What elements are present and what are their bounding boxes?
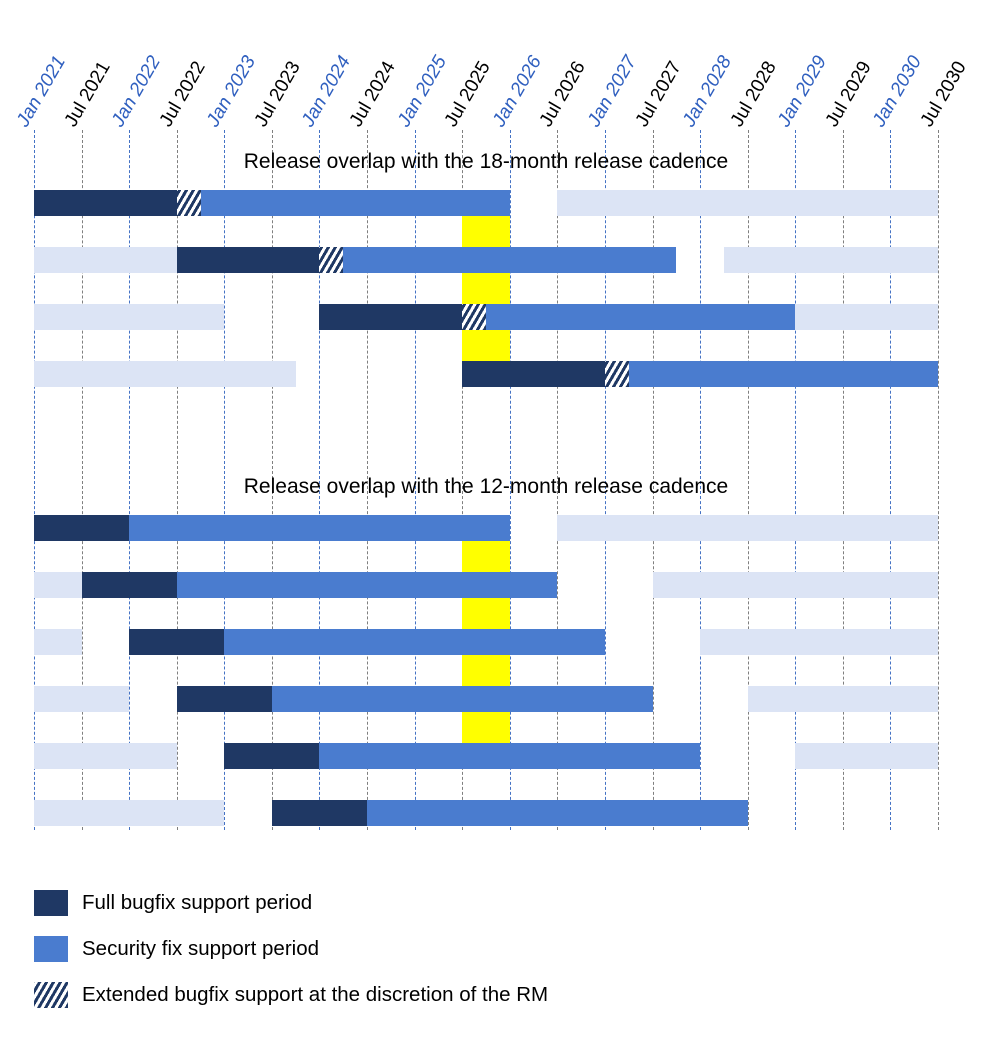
overlap-highlight (462, 541, 510, 572)
overlap-highlight (462, 655, 510, 686)
plot-area (0, 130, 1000, 830)
bar-segment-security (343, 247, 676, 273)
x-axis-tick-jan-2021: Jan 2021 (12, 52, 70, 131)
bar-segment-full (129, 629, 224, 655)
timeline-row (0, 629, 1000, 655)
legend-label-security-fix: Security fix support period (82, 937, 320, 960)
bar-segment-ext (319, 247, 343, 273)
x-axis-tick-jul-2030: Jul 2030 (916, 57, 971, 131)
x-axis-tick-jan-2027: Jan 2027 (583, 52, 641, 131)
overlap-highlight (462, 330, 510, 361)
overlap-highlight (462, 273, 510, 304)
section-title-1: Release overlap with the 18-month release cadence (243, 150, 729, 173)
overlap-highlight (462, 216, 510, 247)
bar-segment-full (462, 361, 605, 387)
bar-segment-full (319, 304, 462, 330)
bar-segment-pale (34, 686, 129, 712)
bar-segment-full (272, 800, 367, 826)
gridline-jul-2030 (938, 130, 939, 830)
bar-segment-security (224, 629, 605, 655)
legend-item-full-bugfix (34, 880, 934, 926)
bar-segment-pale (557, 515, 938, 541)
x-axis-tick-jan-2023: Jan 2023 (202, 52, 261, 131)
x-axis-tick-jul-2025: Jul 2025 (440, 57, 495, 131)
x-axis-tick-jan-2029: Jan 2029 (773, 52, 832, 131)
overlap-highlight (462, 712, 510, 743)
legend-item-security-fix (34, 926, 934, 972)
x-axis-tick-jul-2024: Jul 2024 (345, 57, 400, 131)
x-axis-tick-jan-2024: Jan 2024 (298, 52, 356, 131)
bar-segment-pale (795, 743, 938, 769)
x-axis-tick-jul-2023: Jul 2023 (250, 57, 305, 131)
bar-segment-security (367, 800, 748, 826)
bar-segment-pale (748, 686, 938, 712)
bar-segment-pale (34, 800, 224, 826)
x-axis-tick-jul-2026: Jul 2026 (536, 57, 591, 131)
legend-item-extended-bugfix (34, 972, 934, 1018)
legend-label-full-bugfix: Full bugfix support period (82, 891, 313, 914)
bar-segment-security (486, 304, 795, 330)
bar-segment-full (82, 572, 177, 598)
timeline-row (0, 515, 1000, 541)
legend-swatch-full-bugfix-icon (34, 890, 68, 916)
bar-segment-ext (177, 190, 201, 216)
bar-segment-pale (34, 743, 177, 769)
bar-segment-full (177, 686, 272, 712)
timeline-row (0, 361, 1000, 387)
x-axis-tick-jul-2021: Jul 2021 (60, 57, 115, 131)
timeline-row (0, 247, 1000, 273)
x-axis-tick-jan-2030: Jan 2030 (869, 52, 927, 131)
bar-segment-pale (557, 190, 938, 216)
bar-segment-pale (700, 629, 938, 655)
x-axis-tick-jul-2027: Jul 2027 (631, 57, 686, 131)
bar-segment-ext (605, 361, 629, 387)
x-axis-tick-jul-2029: Jul 2029 (821, 57, 876, 131)
x-axis-tick-jul-2022: Jul 2022 (155, 57, 210, 131)
bar-segment-full (177, 247, 320, 273)
bar-segment-full (34, 190, 177, 216)
section-title-2: Release overlap with the 12-month release cadence (243, 475, 729, 498)
overlap-highlight (462, 598, 510, 629)
x-axis-tick-jan-2028: Jan 2028 (678, 52, 737, 131)
bar-segment-pale (34, 361, 296, 387)
bar-segment-pale (795, 304, 938, 330)
x-axis-tick-labels (0, 0, 1000, 130)
bar-segment-security (201, 190, 510, 216)
legend-label-extended-bugfix: Extended bugfix support at the discretion of the RM (82, 983, 549, 1006)
bar-segment-pale (34, 247, 177, 273)
timeline-row (0, 572, 1000, 598)
bar-segment-security (129, 515, 510, 541)
bar-segment-ext (462, 304, 486, 330)
bar-segment-pale (34, 629, 82, 655)
bar-segment-full (224, 743, 319, 769)
bar-segment-pale (653, 572, 938, 598)
timeline-row (0, 190, 1000, 216)
legend-swatch-extended-bugfix-icon (34, 982, 68, 1008)
bar-segment-pale (724, 247, 938, 273)
bar-segment-pale (34, 572, 82, 598)
bar-segment-security (319, 743, 700, 769)
timeline-row (0, 304, 1000, 330)
bar-segment-pale (34, 304, 224, 330)
x-axis-tick-jan-2025: Jan 2025 (393, 52, 451, 131)
timeline-row (0, 686, 1000, 712)
timeline-row (0, 800, 1000, 826)
timeline-row (0, 743, 1000, 769)
chart-legend (34, 880, 934, 1018)
bar-segment-security (629, 361, 938, 387)
x-axis-tick-jan-2022: Jan 2022 (107, 52, 166, 131)
bar-segment-security (177, 572, 558, 598)
x-axis-tick-jul-2028: Jul 2028 (726, 57, 781, 131)
bar-segment-security (272, 686, 653, 712)
legend-swatch-security-fix-icon (34, 936, 68, 962)
x-axis-tick-jan-2026: Jan 2026 (488, 52, 546, 131)
bar-segment-full (34, 515, 129, 541)
